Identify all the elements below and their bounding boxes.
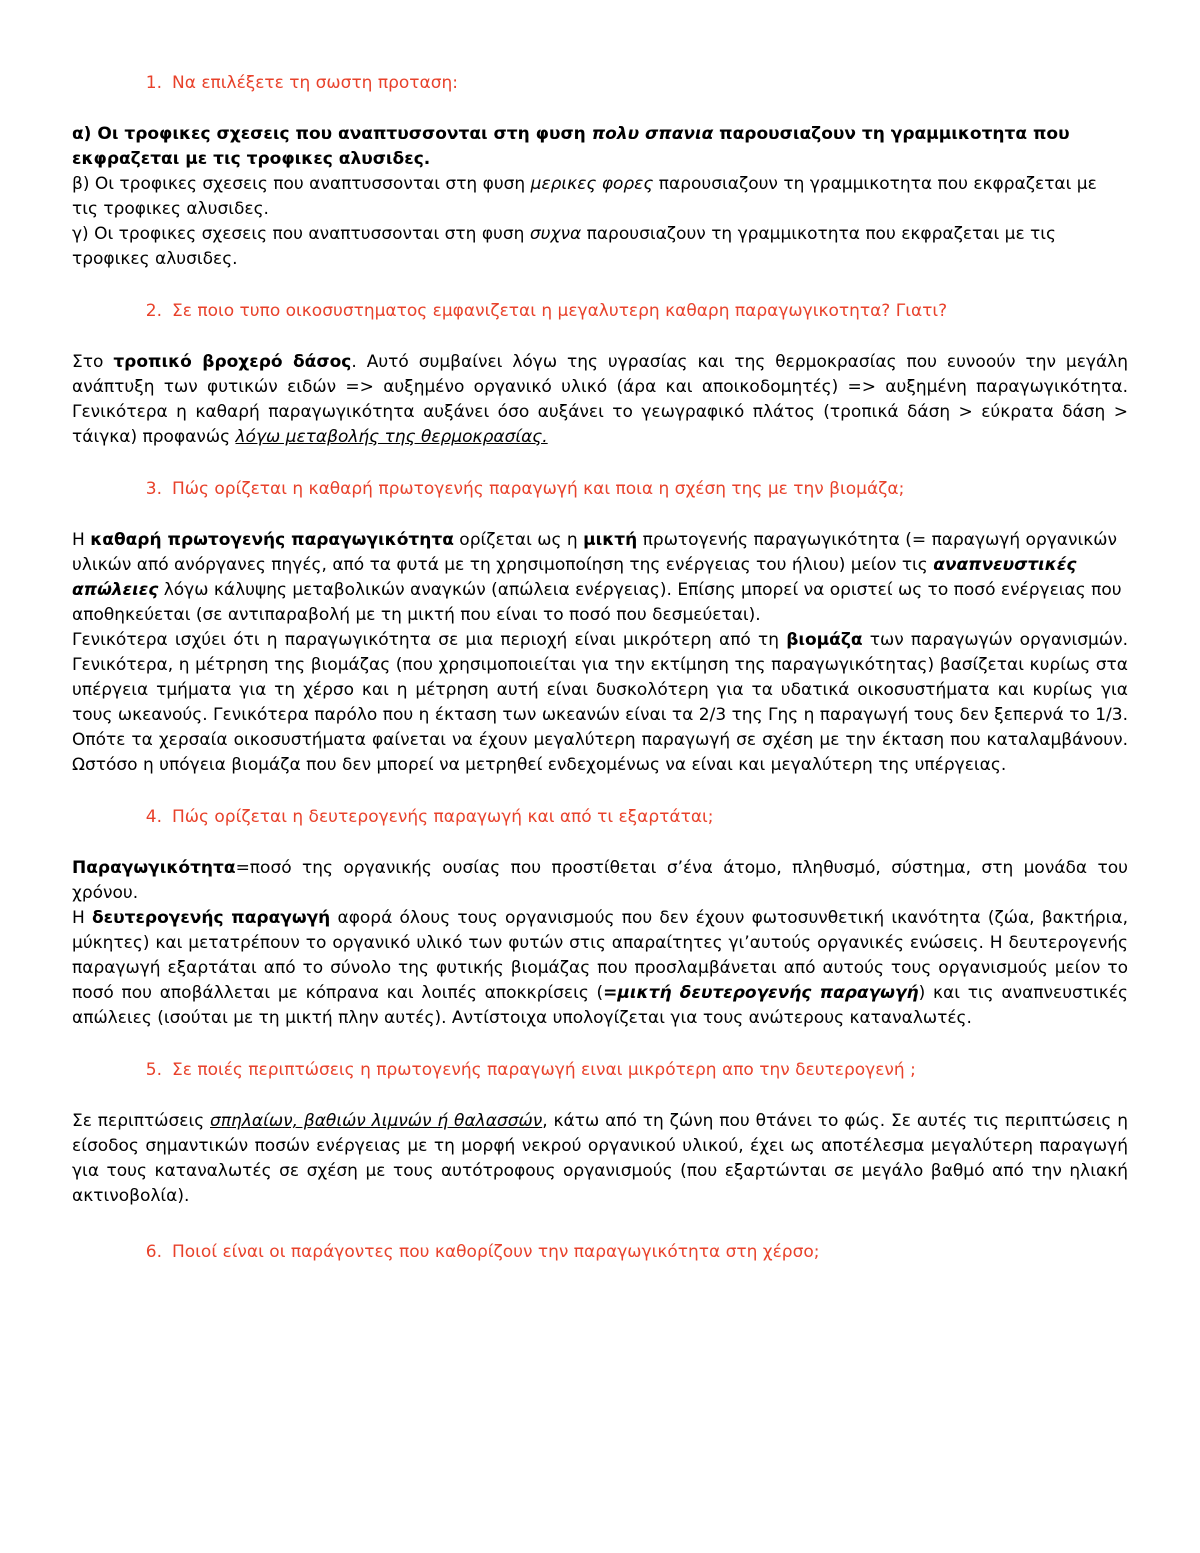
question-1 (72, 70, 1128, 96)
answer-4 (72, 856, 1128, 1031)
question-2 (72, 298, 1128, 324)
answer-2 (72, 350, 1128, 450)
answer-paragraph: Στο τροπικό βροχερό δάσος. Αυτό συμβαίνει λόγω της υγρασίας και της θερμοκρασίας που ευνοούν την μεγάλη ανάπτυξη των φυτικών ειδών => αυξημένο οργανικό υλικό (άρα και αποικοδομητές) => αυξημένη παραγωγικότητα. Γενικότερα η καθαρή παραγωγικότητα αυξάνει όσο αυξάνει το γεωγραφικό πλάτος (τροπικά δάση > εύκρατα δάση > τάιγκα) προφανώς λόγω μεταβολής της θερμοκρασίας. (72, 352, 1129, 447)
option-b: β) Οι τροφικες σχεσεις που αναπτυσσονται στη φυση μερικες φορες παρουσιαζουν τη γραμμικοτητα που εκφραζεται με τις τροφικες αλυσιδες. (72, 174, 1097, 219)
answer-paragraph: Η καθαρή πρωτογενής παραγωγικότητα ορίζεται ως η μικτή πρωτογενής παραγωγικότητα (= παραγωγή οργανικών υλικών από ανόργανες πηγές, από τα φυτά με τη χρησιμοποίηση της ενέργειας του ήλιου) μείον τις αναπνευστικές απώλειες λόγω κάλυψης μεταβολικών αναγκών (απώλεια ενέργειας). Επίσης μπορεί να οριστεί ως το ποσό ενέργειας που αποθηκεύεται (σε αντιπαραβολή με τη μικτή που είναι το ποσό που δεσμεύεται). (72, 530, 1122, 625)
question-text: Σε ποιές περιπτώσεις η πρωτογενής παραγωγή ειναι μικρότερη απο την δευτερογενή ; (172, 1060, 916, 1080)
question-3 (72, 476, 1128, 502)
question-text: Πώς ορίζεται η δευτερογενής παραγωγή και από τι εξαρτάται; (172, 807, 714, 827)
answer-paragraph: Η δευτερογενής παραγωγή αφορά όλους τους οργανισμούς που δεν έχουν φωτοσυνθετική ικανότητα (ζώα, βακτήρια, μύκητες) και μετατρέπουν το οργανικό υλικό των φυτών στις απαραίτητες γι’αυτούς οργανικές ενώσεις. Η δευτερογενής παραγωγή εξαρτάται από το σύνολο της φυτικής βιομάζας που προσλαμβάνεται από αυτούς τους οργανισμούς μείον το ποσό που αποβάλλεται με κόπρανα και λοιπές αποκκρίσεις (=μικτή δευτερογενής παραγωγή) και τις αναπνευστικές απώλειες (ισούται με τη μικτή πλην αυτές). Αντίστοιχα υπολογίζεται για τους ανώτερους καταναλωτές. (72, 908, 1129, 1028)
answer-5 (72, 1109, 1128, 1209)
option-a: α) Οι τροφικες σχεσεις που αναπτυσσονται στη φυση πολυ σπανια παρουσιαζουν τη γραμμικοτητα που εκφραζεται με τις τροφικες αλυσιδες. (72, 124, 1070, 169)
question-number: 2. (145, 301, 162, 321)
answer-1 (72, 122, 1128, 272)
question-4 (72, 804, 1128, 830)
question-text: Σε ποιο τυπο οικοσυστηματος εμφανιζεται η μεγαλυτερη καθαρη παραγωγικοτητα? Γιατι? (172, 301, 948, 321)
answer-3 (72, 528, 1128, 778)
answer-paragraph: Παραγωγικότητα=ποσό της οργανικής ουσίας που προστίθεται σ’ένα άτομο, πληθυσμό, σύστημα, στη μονάδα του χρόνου. (72, 858, 1128, 903)
question-text: Ποιοί είναι οι παράγοντες που καθορίζουν την παραγωγικότητα στη χέρσο; (172, 1242, 820, 1262)
question-6 (72, 1239, 1128, 1265)
question-number: 5. (145, 1060, 162, 1080)
question-number: 4. (145, 807, 162, 827)
question-number: 3. (145, 479, 162, 499)
question-5 (72, 1057, 1128, 1083)
question-text: Να επιλέξετε τη σωστη προταση: (172, 73, 459, 93)
answer-paragraph: Σε περιπτώσεις σπηλαίων, βαθιών λιμνών ή θαλασσών, κάτω από τη ζώνη που θτάνει το φώς. Σε αυτές τις περιπτώσεις η είσοδος σημαντικών ποσών ενέργειας με τη μορφή νεκρού οργανικού υλικού, έχει ως αποτέλεσμα μεγαλύτερη παραγωγή για τους καταναλωτές σε σχέση με τους αυτότροφους οργανισμούς (που εξαρτώνται σε μεγάλο βαθμό από την ηλιακή ακτινοβολία). (72, 1111, 1128, 1206)
answer-paragraph: Γενικότερα ισχύει ότι η παραγωγικότητα σε μια περιοχή είναι μικρότερη από τη βιομάζα των παραγωγών οργανισμών. Γενικότερα, η μέτρηση της βιομάζας (που χρησιμοποιείται για την εκτίμηση της παραγωγικότητας) βασίζεται κυρίως στα υπέργεια τμήματα για τη χέρσο και η μέτρηση αυτή είναι δυσκολότερη για τα υδατικά οικοσυστήματα και κυρίως για τους ωκεανούς. Γενικότερα παρόλο που η έκταση των ωκεανών είναι τα 2/3 της Γης η παραγωγή τους δεν ξεπερνά το 1/3. Οπότε τα χερσαία οικοσυστήματα φαίνεται να έχουν μεγαλύτερη παραγωγή σε σχέση με την έκταση που καταλαμβάνουν. Ωστόσο η υπόγεια βιομάζα που δεν μπορεί να μετρηθεί ενδεχομένως να είναι και μεγαλύτερη της υπέργειας. (72, 630, 1129, 775)
option-c: γ) Οι τροφικες σχεσεις που αναπτυσσονται στη φυση συχνα παρουσιαζουν τη γραμμικοτητα που εκφραζεται με τις τροφικες αλυσιδες. (72, 224, 1057, 269)
question-number: 1. (145, 73, 162, 93)
question-number: 6. (145, 1242, 162, 1262)
question-text: Πώς ορίζεται η καθαρή πρωτογενής παραγωγή και ποια η σχέση της με την βιομάζα; (172, 479, 905, 499)
